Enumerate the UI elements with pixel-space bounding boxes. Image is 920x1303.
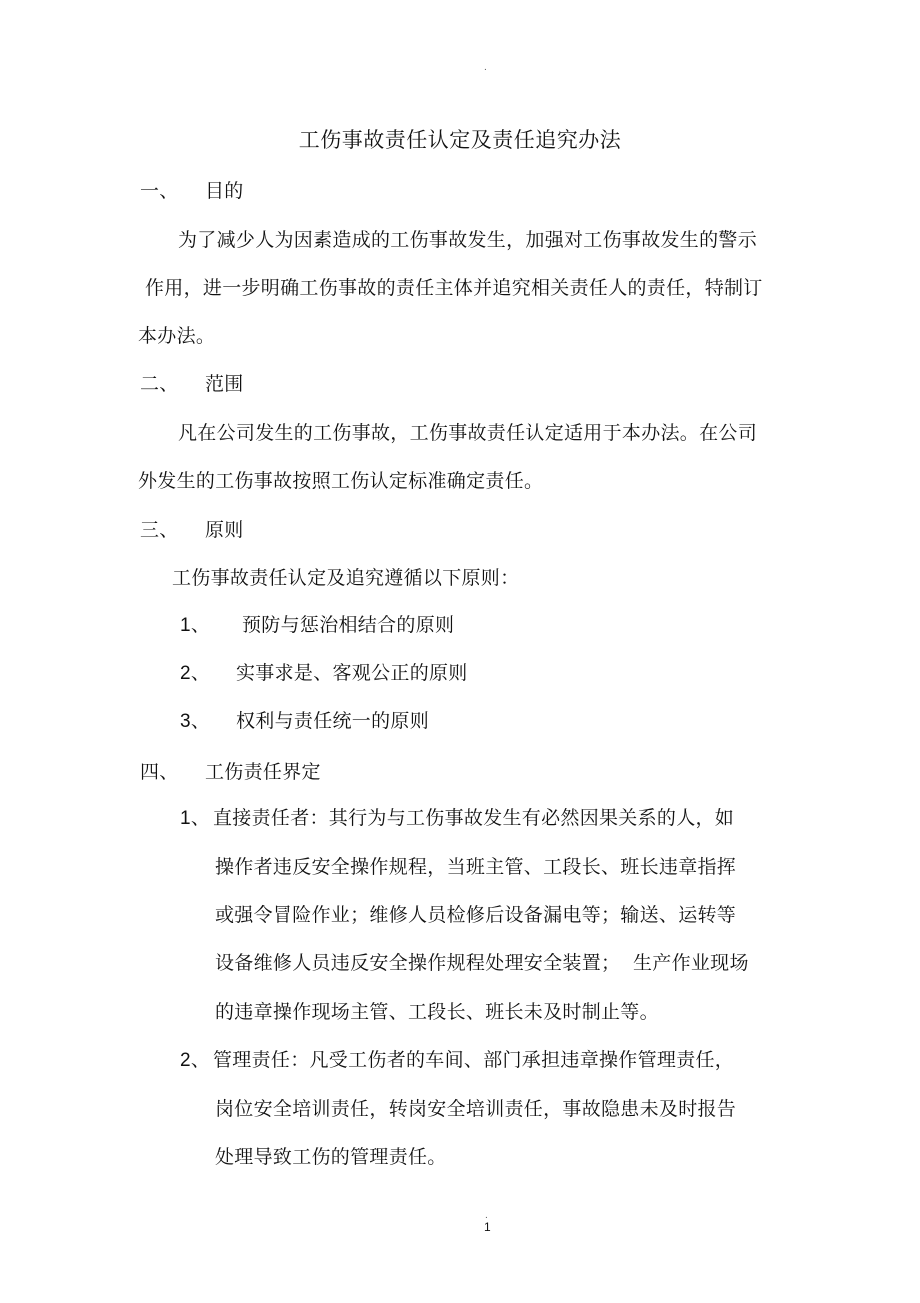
section-1-heading: 目的 [205, 180, 244, 202]
footer-mark: . [485, 1210, 488, 1221]
list-item-number: 1、 [180, 615, 211, 636]
page-number: 1 [484, 1220, 491, 1234]
list-item-number: 1、 [180, 808, 211, 829]
list-item-number: 3、 [180, 711, 211, 732]
paragraph-line: 外发生的工伤事故按照工伤认定标准确定责任。 [138, 470, 544, 492]
list-item-text: 管理责任：凡受工伤者的车间、部门承担违章操作管理责任， [213, 1049, 735, 1071]
list-item-text: 设备维修人员违反安全操作规程处理安全装置； 生产作业现场 [215, 952, 749, 974]
list-item-text: 处理导致工伤的管理责任。 [215, 1146, 447, 1168]
list-item-number: 2、 [180, 663, 211, 684]
page-title: 工伤事故责任认定及责任追究办法 [298, 128, 622, 152]
paragraph-line: 凡在公司发生的工伤事故，工伤事故责任认定适用于本办法。在公司 [178, 422, 758, 444]
section-2-heading: 范围 [205, 373, 244, 395]
list-item-text: 的违章操作现场主管、工段长、班长未及时制止等。 [215, 1001, 659, 1023]
section-4-number: 四、 [140, 761, 179, 783]
header-mark: . [484, 62, 487, 73]
section-1-number: 一、 [140, 180, 179, 202]
list-item-text: 操作者违反安全操作规程，当班主管、工段长、班长违章指挥 [215, 856, 737, 878]
paragraph-line: 工伤事故责任认定及追究遵循以下原则： [172, 567, 520, 589]
list-item-text: 岗位安全培训责任，转岗安全培训责任，事故隐患未及时报告 [215, 1098, 737, 1120]
paragraph-line: 作用，进一步明确工伤事故的责任主体并追究相关责任人的责任，特制订 [145, 277, 763, 299]
section-4-heading: 工伤责任界定 [205, 761, 321, 783]
list-item-text: 直接责任者：其行为与工伤事故发生有必然因果关系的人，如 [213, 807, 735, 829]
section-2-number: 二、 [140, 373, 179, 395]
list-item-text: 实事求是、客观公正的原则 [236, 662, 468, 684]
section-3-number: 三、 [140, 519, 179, 541]
section-3-heading: 原则 [205, 519, 244, 541]
list-item-text: 或强令冒险作业；维修人员检修后设备漏电等；输送、运转等 [215, 904, 737, 926]
list-item-text: 预防与惩治相结合的原则 [242, 614, 455, 636]
paragraph-line: 为了减少人为因素造成的工伤事故发生，加强对工伤事故发生的警示 [178, 229, 758, 251]
list-item-text: 权利与责任统一的原则 [236, 710, 430, 732]
list-item-number: 2、 [180, 1050, 211, 1071]
paragraph-line: 本办法。 [138, 325, 216, 347]
